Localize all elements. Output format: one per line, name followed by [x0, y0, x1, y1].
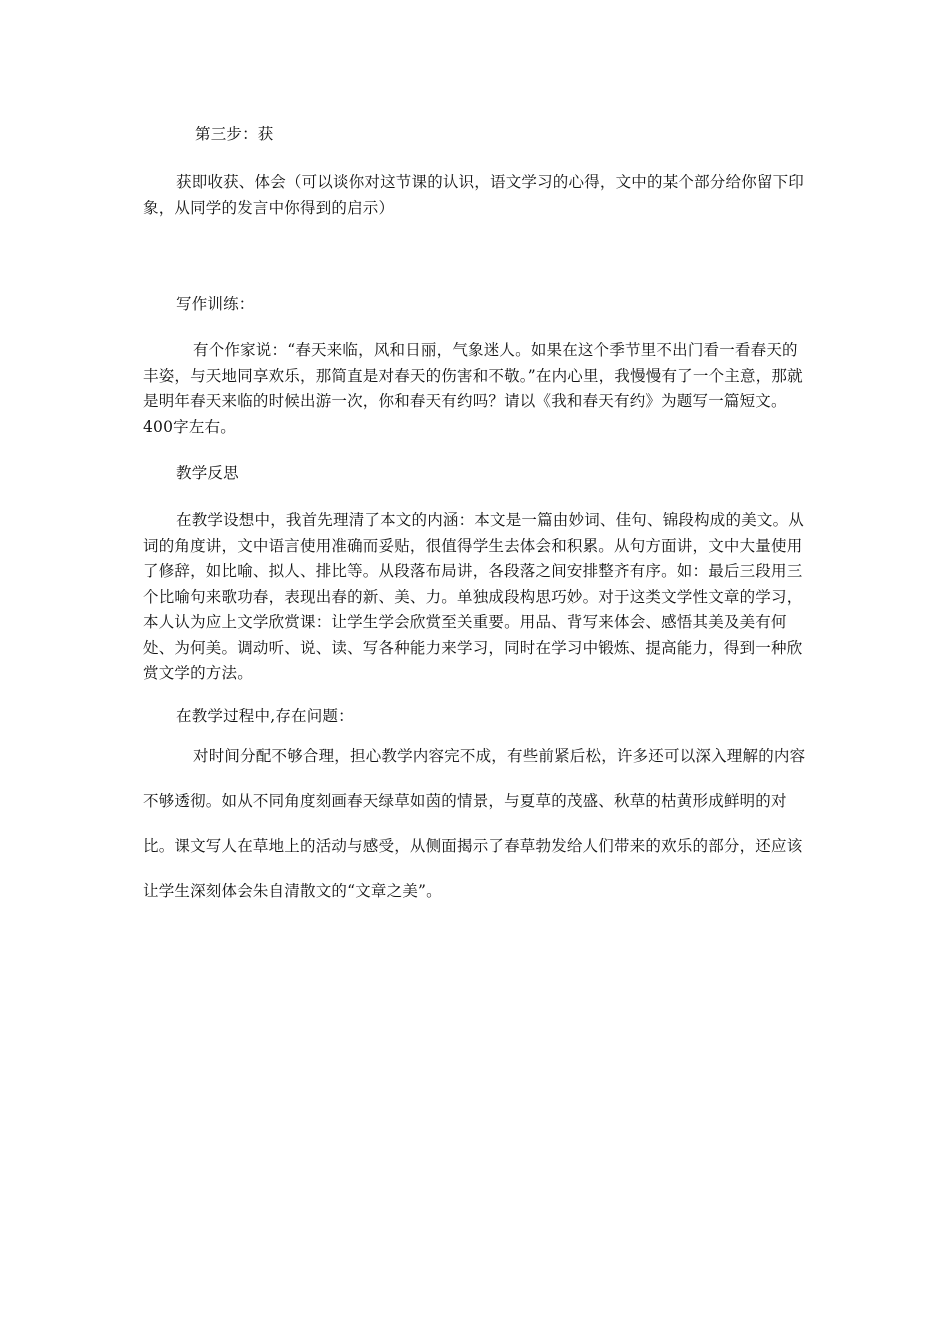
- teaching-problem-paragraph: 对时间分配不够合理，担心教学内容完不成，有些前紧后松，许多还可以深入理解的内容不够透彻。如从不同角度刻画春天绿草如茵的情景，与夏草的茂盛、秋草的枯黄形成鲜明的对比。课文写人在草地上的活动与感受，从侧面揭示了春草勃发给人们带来的欢乐的部分，还应该让学生深刻体会朱自清散文的“文章之美”。: [143, 747, 806, 900]
- teaching-reflection-paragraph: 在教学设想中，我首先理清了本文的内涵：本文是一篇由妙词、佳句、锦段构成的美文。从词的角度讲，文中语言使用准确而妥贴，很值得学生去体会和积累。从句方面讲，文中大量使用了修辞，如比喻、拟人、排比等。从段落布局讲，各段落之间安排整齐有序。如：最后三段用三个比喻句来歌功春，表现出春的新、美、力。单独成段构思巧妙。对于这类文学性文章的学习，本人认为应上文学欣赏课：让学生学会欣赏至关重要。用品、背写来体会、感悟其美及美有何处、为何美。调动听、说、读、写各种能力来学习，同时在学习中锻炼、提高能力，得到一种欣赏文学的方法。: [143, 511, 805, 682]
- writing-training-heading: 写作训练：: [176, 295, 255, 313]
- teaching-reflection-heading: 教学反思: [176, 464, 239, 482]
- step-three-heading: 第三步：获: [195, 125, 274, 143]
- writing-training-paragraph: 有个作家说：“春天来临，风和日丽，气象迷人。如果在这个季节里不出门看一看春天的丰姿，与天地同享欢乐，那简直是对春天的伤害和不敬。”在内心里，我慢慢有了一个主意，那就是明年春天来临的时候出游一次，你和春天有约吗？请以《我和春天有约》为题写一篇短文。400字左右。: [143, 341, 803, 436]
- harvest-paragraph: 获即收获、体会（可以谈你对这节课的认识，语文学习的心得，文中的某个部分给你留下印象，从同学的发言中你得到的启示）: [143, 173, 805, 217]
- teaching-problem-heading: 在教学过程中,存在问题：: [176, 707, 354, 725]
